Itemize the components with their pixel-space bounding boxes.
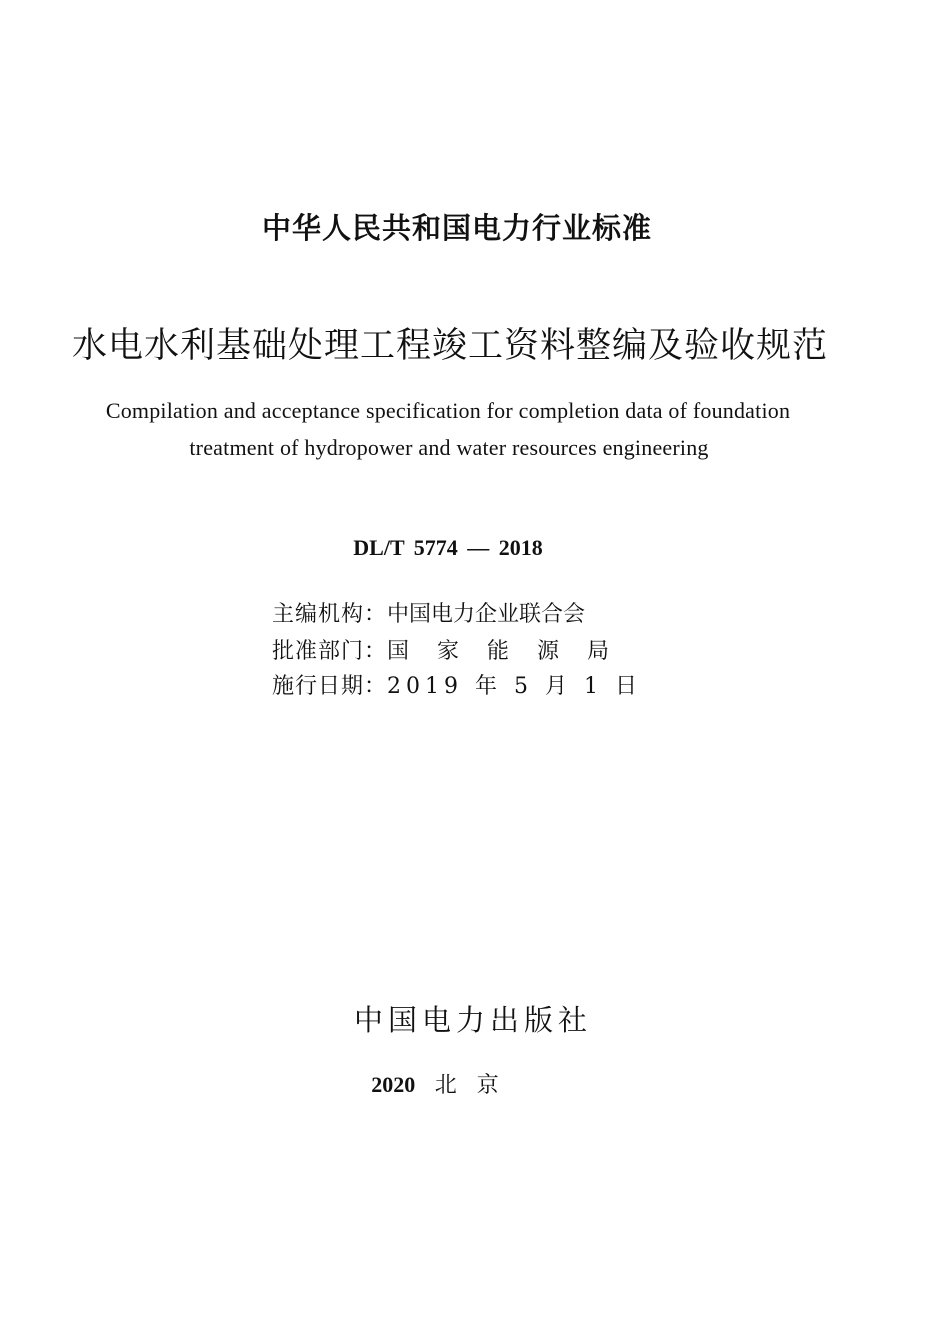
publication-city: 北京 <box>434 1073 519 1098</box>
standard-code: DL/T 5774 — 2018 <box>353 535 543 560</box>
editor-row <box>272 597 585 628</box>
editor-value: 中国电力企业联合会 <box>387 602 586 627</box>
editor-label: 主编机构： <box>272 602 388 627</box>
effective-date-row <box>272 669 642 700</box>
title-en-line1: Compilation and acceptance specification for completion data of foundation <box>105 398 791 423</box>
standard-category: 中华人民共和国电力行业标准 <box>261 211 652 245</box>
effective-date-label: 施行日期： <box>272 674 388 699</box>
title-cn: 水电水利基础处理工程竣工资料整编及验收规范 <box>71 326 828 366</box>
effective-date-value: 2019 年 5 月 1 日 <box>387 674 642 699</box>
title-en-line2: treatment of hydropower and water resources engineering <box>189 435 709 460</box>
approver-label: 批准部门： <box>272 639 388 664</box>
publication-year: 2020 <box>371 1072 416 1097</box>
publication-place <box>0 1068 920 1099</box>
approver-value: 国家能源局 <box>387 639 638 664</box>
approver-row <box>272 634 637 665</box>
publisher: 中国电力出版社 <box>353 1003 592 1037</box>
